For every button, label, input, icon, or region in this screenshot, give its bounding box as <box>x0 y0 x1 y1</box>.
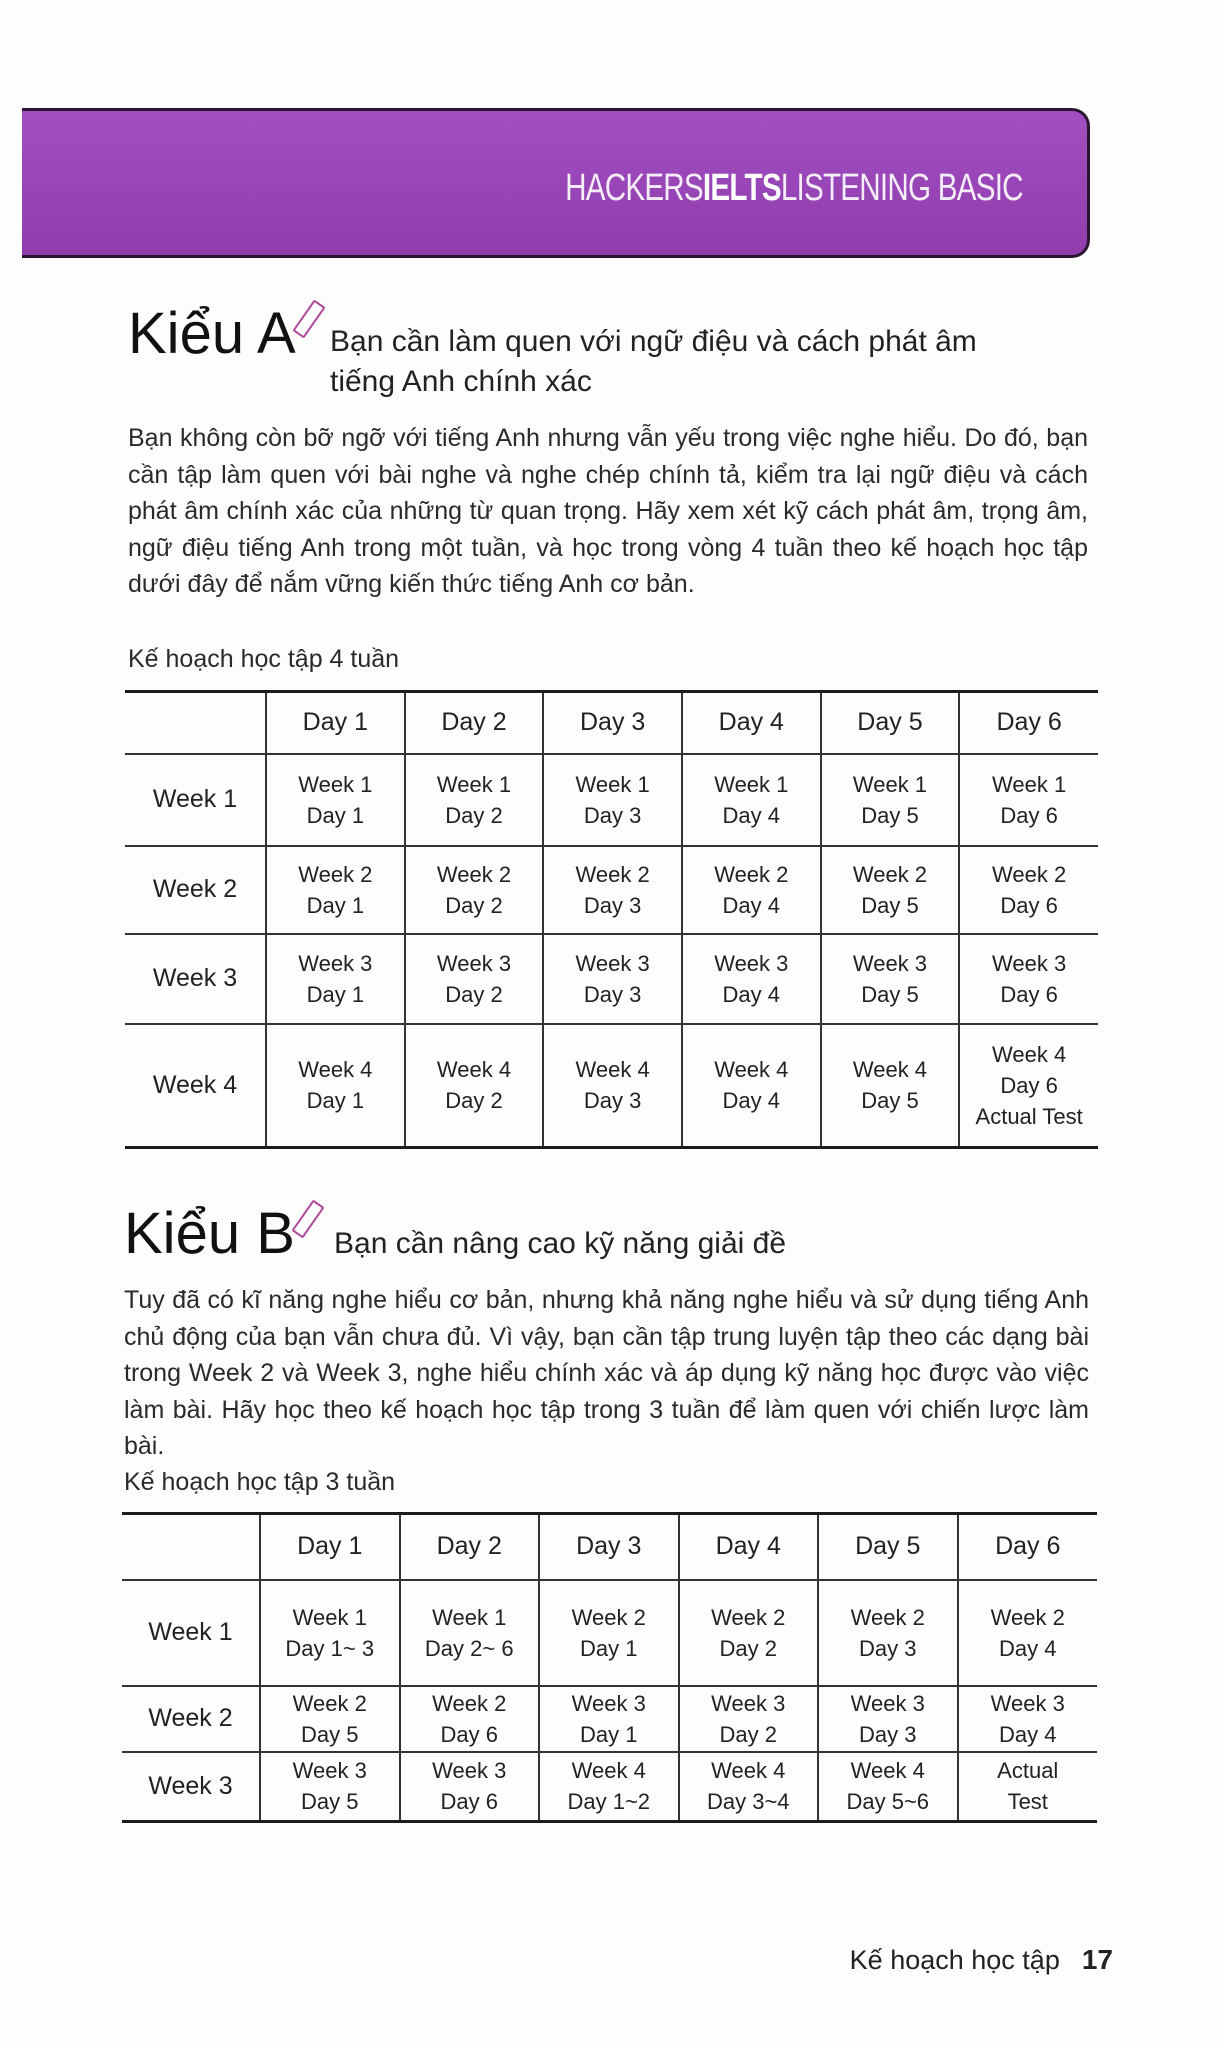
plan-cell-line: Day 6 <box>1000 981 1058 1007</box>
pencil-icon <box>291 1199 324 1238</box>
plan-cell-line: Week 2 <box>575 861 650 887</box>
plan-cell-line: Day 5 <box>301 1721 359 1747</box>
section-a-subtitle <box>330 322 977 402</box>
plan-cell-line: Week 3 <box>571 1690 646 1716</box>
column-header: Day 4 <box>679 1514 819 1580</box>
plan-cell <box>818 1580 958 1686</box>
plan-cell-line: Day 3 <box>583 981 642 1007</box>
plan-cell-line: Day 3 <box>583 892 642 918</box>
plan-cell <box>959 754 1098 846</box>
plan-cell-line: Week 2 <box>298 861 373 887</box>
column-header: Day 5 <box>821 692 960 754</box>
table-row <box>125 846 1098 934</box>
row-label: Week 1 <box>148 1618 233 1646</box>
row-label: Week 3 <box>148 1771 233 1800</box>
section-b-table-caption: Kế hoạch học tập 3 tuần <box>124 1468 396 1496</box>
section-a-heading-group <box>128 300 316 367</box>
plan-cell <box>543 1024 682 1148</box>
book-title <box>565 167 1023 210</box>
plan-cell-line: Week 2 <box>850 1604 925 1630</box>
plan-cell <box>543 934 682 1024</box>
plan-cell <box>405 1024 544 1148</box>
plan-cell-line: Week 1 <box>298 771 373 797</box>
plan-cell-line: Day 2 <box>445 802 503 828</box>
plan-cell <box>821 1024 960 1148</box>
plan-cell-line: Day 2 <box>719 1635 777 1661</box>
plan-cell <box>821 846 960 934</box>
plan-cell <box>682 846 821 934</box>
plan-cell-line: Day 6 <box>1000 892 1058 918</box>
plan-cell-line: Week 1 <box>575 771 650 797</box>
plan-cell <box>682 1024 821 1148</box>
plan-cell-line: Day 6 <box>440 1789 498 1815</box>
plan-cell-line: Day 5 <box>861 981 919 1007</box>
table-row <box>125 754 1098 846</box>
plan-cell-line: Week 3 <box>992 950 1067 976</box>
section-a-heading: Kiểu A <box>128 301 296 366</box>
plan-cell <box>539 1580 679 1686</box>
plan-cell-line: Day 1 <box>306 892 365 918</box>
plan-cell-line: Day 3 <box>859 1721 917 1747</box>
plan-cell-line: Day 2 <box>445 892 503 918</box>
page-number: 17 <box>1081 1944 1113 1975</box>
plan-cell <box>959 1024 1098 1148</box>
plan-cell-line: Week 2 <box>711 1604 786 1630</box>
plan-cell <box>260 1686 400 1752</box>
plan-cell-line: Week 3 <box>711 1690 786 1716</box>
plan-cell-line: Day 4 <box>999 1635 1057 1661</box>
plan-cell-line: Week 1 <box>852 771 928 797</box>
plan-cell-line: Actual <box>997 1758 1059 1784</box>
plan-cell <box>958 1686 1098 1752</box>
plan-cell-line: Day 1 <box>306 802 365 828</box>
row-label: Week 1 <box>152 785 238 813</box>
row-label: Week 2 <box>148 1704 233 1732</box>
plan-cell <box>959 846 1098 934</box>
plan-cell <box>539 1686 679 1752</box>
column-header: Day 6 <box>958 1514 1098 1580</box>
plan-cell-line: Week 4 <box>852 1057 928 1083</box>
plan-cell <box>260 1580 400 1686</box>
plan-cell-line: Day 2~ 6 <box>424 1635 514 1661</box>
brand-hackers: HACKERS <box>565 167 704 209</box>
plan-cell <box>405 846 544 934</box>
plan-cell-line: Day 5 <box>861 1088 919 1114</box>
brand-listening-basic: LISTENING BASIC <box>781 167 1023 209</box>
plan-cell-line: Day 6 <box>440 1721 498 1747</box>
corner-cell <box>122 1514 260 1580</box>
plan-cell <box>821 934 960 1024</box>
plan-cell-line: Day 5 <box>861 802 919 828</box>
header-banner <box>22 108 1090 258</box>
plan-cell <box>958 1580 1098 1686</box>
plan-cell-line: Week 3 <box>432 1758 507 1784</box>
plan-cell-line: Day 5 <box>861 892 919 918</box>
plan-cell-line: Week 2 <box>436 861 512 887</box>
plan-cell-line: Test <box>1007 1789 1048 1815</box>
plan-cell-line: Week 2 <box>432 1690 507 1716</box>
plan-cell <box>266 934 405 1024</box>
plan-cell-line: Week 4 <box>992 1041 1067 1067</box>
plan-cell <box>679 1686 819 1752</box>
pencil-icon <box>292 299 325 338</box>
footer-section-name: Kế hoạch học tập <box>849 1945 1060 1975</box>
plan-cell <box>405 754 544 846</box>
section-b-heading-group <box>124 1200 315 1267</box>
plan-cell-line: Week 2 <box>852 861 928 887</box>
plan-cell-line: Week 2 <box>292 1690 367 1716</box>
plan-cell-line: Day 1 <box>306 1088 365 1114</box>
plan-cell <box>266 754 405 846</box>
plan-cell-line: Day 2 <box>445 1088 503 1114</box>
plan-cell-line: Week 4 <box>571 1758 646 1784</box>
plan-cell-line: Week 3 <box>852 950 928 976</box>
column-header: Day 2 <box>405 692 544 754</box>
plan-cell <box>818 1686 958 1752</box>
plan-cell <box>682 754 821 846</box>
section-a-paragraph: Bạn không còn bỡ ngỡ với tiếng Anh nhưng vẫn yếu trong việc nghe hiểu. Do đó, bạn cần tập làm quen với bài nghe và nghe chép chính tả, kiểm tra lại ngữ điệu và cách phát âm chính xác của những từ quan trọng. Hãy xem xét kỹ cách phát âm, trọng âm, ngữ điệu tiếng Anh trong một tuần, và học trong vòng 4 tuần theo kế hoạch học tập dưới đây để nắm vững kiến thức tiếng Anh cơ bản. <box>128 424 1088 598</box>
column-header: Day 1 <box>266 692 405 754</box>
table-row <box>125 1024 1098 1148</box>
plan-cell-line: Day 3 <box>859 1635 917 1661</box>
plan-cell <box>543 846 682 934</box>
plan-cell-line: Week 2 <box>992 861 1067 887</box>
plan-cell-line: Week 4 <box>575 1057 650 1083</box>
table-header-row <box>122 1514 1097 1580</box>
plan-cell-line: Week 2 <box>571 1604 646 1630</box>
plan-cell-line: Week 4 <box>298 1057 373 1083</box>
row-label: Week 4 <box>152 1070 238 1099</box>
plan-cell-line: Week 3 <box>298 950 373 976</box>
plan-cell-line: Day 5~6 <box>846 1789 930 1815</box>
plan-cell <box>260 1752 400 1822</box>
plan-cell-line: Week 1 <box>436 771 512 797</box>
column-header: Day 1 <box>260 1514 400 1580</box>
page-footer <box>850 1944 1113 1976</box>
plan-cell-line: Day 2 <box>445 981 503 1007</box>
table-row <box>122 1686 1097 1752</box>
plan-cell-line: Week 3 <box>990 1690 1065 1716</box>
row-label: Week 3 <box>152 964 238 992</box>
plan-cell <box>959 934 1098 1024</box>
plan-cell-line: Week 1 <box>992 771 1067 797</box>
table-row <box>125 934 1098 1024</box>
section-a-table-caption: Kế hoạch học tập 4 tuần <box>128 645 400 673</box>
study-plan-table-4-weeks <box>125 690 1098 1149</box>
plan-cell-line: Week 3 <box>714 950 789 976</box>
plan-cell-line: Day 1 <box>580 1721 638 1747</box>
table-row <box>122 1752 1097 1822</box>
plan-cell-line: Day 5 <box>301 1789 359 1815</box>
plan-cell-line: Week 1 <box>292 1604 367 1630</box>
column-header: Day 3 <box>539 1514 679 1580</box>
plan-cell-line: Week 2 <box>990 1604 1065 1630</box>
plan-cell <box>405 934 544 1024</box>
plan-cell-line: Day 1 <box>306 981 365 1007</box>
section-a-subtitle-line1: Bạn cần làm quen với ngữ điệu và cách phát âm <box>330 325 977 358</box>
column-header: Day 3 <box>543 692 682 754</box>
plan-cell-line: Day 1~ 3 <box>285 1635 375 1661</box>
table-header-row <box>125 692 1098 754</box>
corner-cell <box>125 692 266 754</box>
section-a-subtitle-line2: tiếng Anh chính xác <box>330 365 592 398</box>
plan-cell <box>400 1752 540 1822</box>
plan-cell <box>818 1752 958 1822</box>
plan-cell-line: Week 1 <box>714 771 789 797</box>
plan-cell-line: Week 3 <box>850 1690 925 1716</box>
plan-cell <box>679 1752 819 1822</box>
plan-cell <box>266 1024 405 1148</box>
column-header: Day 4 <box>682 692 821 754</box>
study-plan-table-3-weeks <box>122 1512 1097 1823</box>
plan-cell-line: Week 1 <box>432 1604 507 1630</box>
plan-cell <box>539 1752 679 1822</box>
plan-cell-line: Day 4 <box>722 981 781 1007</box>
plan-cell-line: Actual Test <box>975 1103 1083 1129</box>
column-header: Day 5 <box>818 1514 958 1580</box>
row-label: Week 2 <box>152 875 238 903</box>
plan-cell-line: Day 1 <box>580 1635 638 1661</box>
plan-cell-line: Week 3 <box>292 1758 367 1784</box>
plan-cell-line: Week 4 <box>436 1057 512 1083</box>
plan-cell-line: Week 3 <box>575 950 650 976</box>
column-header: Day 6 <box>959 692 1098 754</box>
plan-cell <box>821 754 960 846</box>
plan-cell-line: Day 2 <box>719 1721 777 1747</box>
plan-cell <box>679 1580 819 1686</box>
plan-cell-line: Day 3~4 <box>706 1789 790 1815</box>
plan-cell-line: Day 3 <box>583 1088 642 1114</box>
plan-cell <box>682 934 821 1024</box>
column-header: Day 2 <box>400 1514 540 1580</box>
plan-cell-line: Day 4 <box>722 802 781 828</box>
plan-cell-line: Day 4 <box>999 1721 1057 1747</box>
plan-cell-line: Week 3 <box>436 950 512 976</box>
plan-cell-line: Week 2 <box>714 861 789 887</box>
plan-cell <box>543 754 682 846</box>
plan-cell-line: Day 6 <box>1000 802 1058 828</box>
plan-cell-line: Week 4 <box>850 1758 925 1784</box>
plan-cell-line: Day 6 <box>1000 1072 1058 1098</box>
plan-cell <box>266 846 405 934</box>
plan-cell <box>958 1752 1098 1822</box>
plan-cell-line: Day 4 <box>722 892 781 918</box>
plan-cell <box>400 1580 540 1686</box>
plan-cell-line: Week 4 <box>711 1758 786 1784</box>
plan-cell-line: Day 1~2 <box>567 1789 651 1815</box>
plan-cell-line: Day 4 <box>722 1088 781 1114</box>
section-b-paragraph: Tuy đã có kĩ năng nghe hiểu cơ bản, nhưng khả năng nghe hiểu và sử dụng tiếng Anh chủ động của bạn vẫn chưa đủ. Vì vậy, bạn cần tập trung luyện tập theo các dạng bài trong Week 2 và Week 3, nghe hiểu chính xác và áp dụng kỹ năng học được vào việc làm bài. Hãy học theo kế hoạch học tập trong 3 tuần để làm quen với chiến lược làm bài. <box>124 1286 1089 1460</box>
plan-cell-line: Day 3 <box>583 802 642 828</box>
section-b-heading: Kiểu B <box>124 1201 295 1266</box>
table-row <box>122 1580 1097 1686</box>
section-b-subtitle: Bạn cần nâng cao kỹ năng giải đề <box>334 1227 787 1260</box>
plan-cell-line: Week 4 <box>714 1057 789 1083</box>
brand-ielts: IELTS <box>703 167 782 209</box>
plan-cell <box>400 1686 540 1752</box>
